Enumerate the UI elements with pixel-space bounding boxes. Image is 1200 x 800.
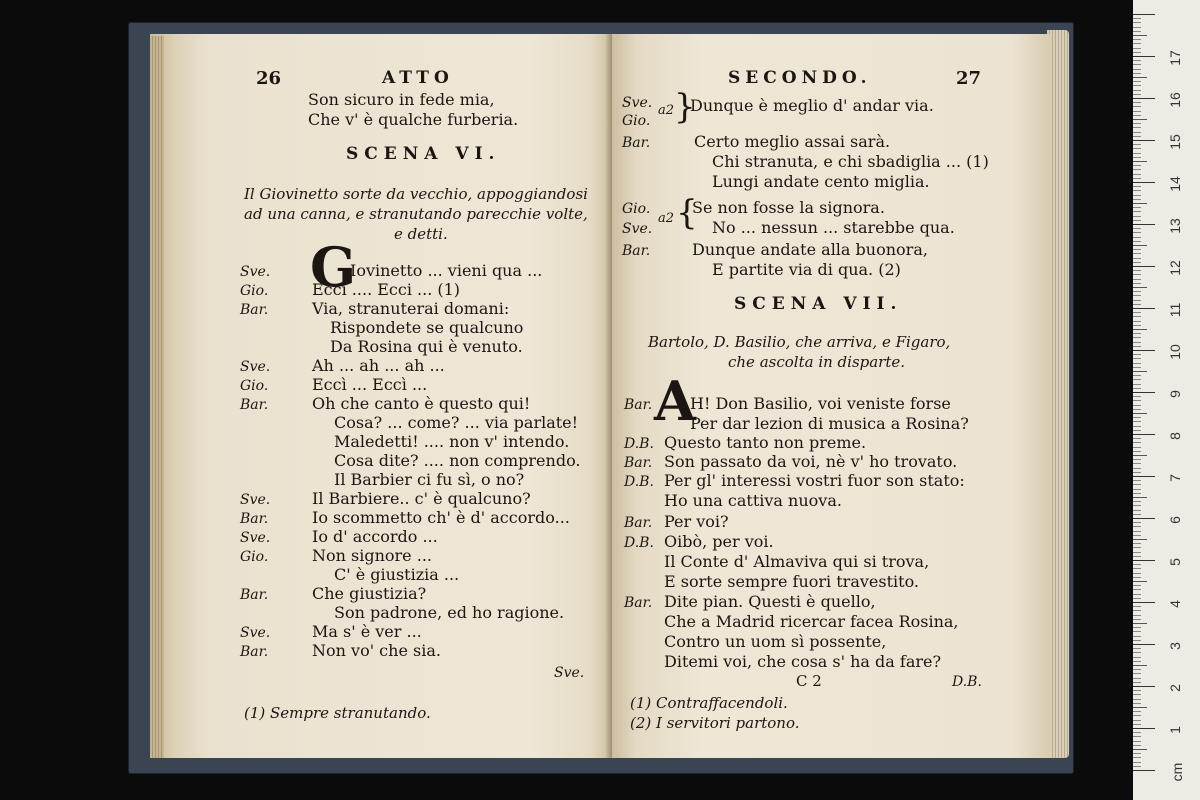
ruler-tick (1133, 535, 1141, 536)
verse-line: Son sicuro in fede mia, (308, 90, 495, 109)
ruler-tick (1133, 736, 1141, 737)
dialogue-line: Non signore ... (312, 546, 432, 565)
ruler-number: 12 (1167, 260, 1183, 276)
dialogue-line: Son passato da voi, nè v' ho trovato. (664, 452, 958, 471)
ruler-tick (1133, 703, 1141, 704)
ruler-tick (1133, 14, 1155, 15)
ruler-tick (1133, 741, 1141, 742)
ruler-number: 2 (1167, 684, 1183, 692)
ruler-tick (1133, 329, 1147, 330)
ruler-tick (1133, 631, 1141, 632)
ruler-tick (1133, 459, 1141, 460)
ruler-tick (1133, 295, 1141, 296)
speaker-label: Gio. (240, 283, 269, 299)
ruler-tick (1133, 287, 1147, 288)
ruler-tick (1133, 237, 1141, 238)
ruler-tick (1133, 69, 1141, 70)
ruler-tick (1133, 669, 1141, 670)
ruler-tick (1133, 337, 1141, 338)
speaker-label: Sve. (240, 625, 271, 641)
ruler-tick (1133, 463, 1141, 464)
ruler-tick (1133, 556, 1141, 557)
dialogue-line: Non vo' che sia. (312, 641, 441, 660)
ruler-tick (1133, 165, 1141, 166)
ruler-tick (1133, 354, 1141, 355)
speaker-label: Bar. (240, 302, 269, 318)
ruler-tick (1133, 573, 1141, 574)
dialogue-line: E partite via di qua. (2) (712, 260, 901, 279)
ruler-tick (1133, 610, 1141, 611)
ruler-tick (1133, 720, 1141, 721)
footnote-right: (1) Contraffacendoli. (630, 694, 788, 712)
ruler-tick (1133, 547, 1141, 548)
ruler-number: 17 (1167, 50, 1183, 66)
ruler-tick (1133, 757, 1141, 758)
ruler-tick (1133, 715, 1141, 716)
ruler-tick (1133, 636, 1141, 637)
ruler-tick (1133, 253, 1141, 254)
ruler-tick (1133, 220, 1141, 221)
ruler-tick (1133, 157, 1141, 158)
stage-direction-line: Il Giovinetto sorte da vecchio, appoggiandosi (244, 185, 588, 203)
ruler-tick (1133, 211, 1141, 212)
ruler-tick (1133, 31, 1141, 32)
ruler-tick (1133, 127, 1141, 128)
ruler-tick (1133, 699, 1141, 700)
dialogue-line: Lungi andate cento miglia. (712, 172, 930, 191)
speaker-label: Gio. (240, 549, 269, 565)
scene-title-vii: SCENA VII. (734, 294, 903, 314)
drop-cap: A (654, 369, 696, 433)
ruler-tick (1133, 644, 1155, 645)
left-page-edges (150, 36, 164, 758)
ruler-tick (1133, 144, 1141, 145)
ruler-tick (1133, 283, 1141, 284)
ruler-tick (1133, 732, 1141, 733)
ruler-tick (1133, 623, 1147, 624)
ruler-tick (1133, 581, 1147, 582)
ruler-tick (1133, 673, 1141, 674)
ruler-tick (1133, 81, 1141, 82)
ruler-tick (1133, 363, 1141, 364)
speaker-label: Gio. (240, 378, 269, 394)
dialogue-line: Che a Madrid ricercar facea Rosina, (664, 612, 959, 631)
ruler-tick (1133, 522, 1141, 523)
speaker-label: D.B. (624, 535, 654, 551)
ruler-tick (1133, 539, 1147, 540)
verse-line: Che v' è qualche furberia. (308, 110, 519, 129)
a2-marker: a2 (658, 103, 675, 118)
dialogue-line: E sorte sempre fuori travestito. (664, 572, 919, 591)
dialogue-line: Iovinetto ... vieni qua ... (350, 261, 543, 280)
ruler-tick (1133, 39, 1141, 40)
ruler-tick (1133, 186, 1141, 187)
ruler-tick (1133, 18, 1141, 19)
ruler-tick (1133, 207, 1141, 208)
speaker-label: Bar. (240, 644, 269, 660)
ruler-tick (1133, 228, 1141, 229)
ruler-tick (1133, 417, 1141, 418)
ruler-tick (1133, 384, 1141, 385)
ruler-tick (1133, 598, 1141, 599)
ruler-tick (1133, 409, 1141, 410)
ruler-tick (1133, 22, 1141, 23)
ruler-tick (1133, 442, 1141, 443)
dialogue-line: Son padrone, ed ho ragione. (334, 603, 565, 622)
dialogue-line: Cosa? ... come? ... via parlate! (334, 413, 579, 432)
dialogue-line: Via, stranuterai domani: (312, 299, 510, 318)
stage-direction-line: che ascolta in disparte. (728, 353, 906, 371)
speaker-label: Bar. (624, 595, 653, 611)
dialogue-line: Contro un uom sì possente, (664, 632, 887, 651)
dialogue-line: Cosa dite? .... non comprendo. (334, 451, 581, 470)
ruler-tick (1133, 195, 1141, 196)
ruler-tick (1133, 589, 1141, 590)
ruler-tick (1133, 627, 1141, 628)
ruler-tick (1133, 77, 1147, 78)
dialogue-line: Eccì ... Eccì ... (312, 375, 428, 394)
dialogue-line: Per dar lezion di musica a Rosina? (690, 414, 969, 433)
speaker-label: Sve. (240, 530, 271, 546)
speaker-label: Bar. (240, 587, 269, 603)
ruler-tick (1133, 262, 1141, 263)
ruler-tick (1133, 568, 1141, 569)
ruler-tick (1133, 594, 1141, 595)
ruler-tick (1133, 321, 1141, 322)
dialogue-line: C' è giustizia ... (334, 565, 460, 584)
speaker-label: D.B. (624, 474, 654, 490)
speaker-label: Gio. (622, 113, 651, 129)
speaker-label: Bar. (624, 455, 653, 471)
dialogue-line: Il Barbiere.. c' è qualcuno? (312, 489, 531, 508)
ruler-tick (1133, 375, 1141, 376)
ruler-tick (1133, 379, 1141, 380)
ruler-tick (1133, 388, 1141, 389)
ruler-tick (1133, 615, 1141, 616)
ruler-tick (1133, 711, 1141, 712)
dialogue-line: Questo tanto non preme. (664, 433, 867, 452)
ruler-tick (1133, 56, 1155, 57)
brace-icon: } (674, 87, 696, 127)
ruler-number: 3 (1167, 642, 1183, 650)
speaker-label: Bar. (240, 511, 269, 527)
ruler-tick (1133, 451, 1141, 452)
ruler-tick (1133, 560, 1155, 561)
ruler-tick (1133, 690, 1141, 691)
ruler-tick (1133, 174, 1141, 175)
dialogue-line: Se non fosse la signora. (692, 198, 885, 217)
ruler-tick (1133, 766, 1141, 767)
ruler-tick (1133, 161, 1147, 162)
ruler-tick (1133, 106, 1141, 107)
ruler-tick (1133, 657, 1141, 658)
ruler-tick (1133, 686, 1155, 687)
ruler-tick (1133, 518, 1155, 519)
ruler-tick (1133, 484, 1141, 485)
ruler-tick (1133, 102, 1141, 103)
dialogue-line: Da Rosina qui è venuto. (330, 337, 523, 356)
ruler-tick (1133, 48, 1141, 49)
a2-marker: a2 (658, 211, 675, 226)
ruler-number: 16 (1167, 92, 1183, 108)
ruler-tick (1133, 274, 1141, 275)
dialogue-line: Il Conte d' Almaviva qui si trova, (664, 552, 930, 571)
ruler-tick (1133, 728, 1155, 729)
dialogue-line: Ecci .... Ecci ... (1) (312, 280, 461, 299)
ruler-tick (1133, 652, 1141, 653)
ruler-tick (1133, 694, 1141, 695)
ruler-tick (1133, 753, 1141, 754)
ruler-number: 4 (1167, 600, 1183, 608)
ruler-number: 10 (1167, 344, 1183, 360)
ruler-tick (1133, 182, 1155, 183)
ruler-tick (1133, 73, 1141, 74)
dialogue-line: H! Don Basilio, voi veniste forse (690, 394, 951, 413)
dialogue-line: Maledetti! .... non v' intendo. (334, 432, 570, 451)
dialogue-line: Il Barbier ci fu sì, o no? (334, 470, 525, 489)
ruler-number: 13 (1167, 218, 1183, 234)
ruler-tick (1133, 585, 1141, 586)
ruler-tick (1133, 232, 1141, 233)
ruler-tick (1133, 178, 1141, 179)
ruler-tick (1133, 270, 1141, 271)
running-head-right: SECONDO. (728, 68, 872, 88)
ruler-tick (1133, 312, 1141, 313)
ruler-tick (1133, 325, 1141, 326)
ruler-tick (1133, 648, 1141, 649)
dialogue-line: Dunque andate alla buonora, (692, 240, 928, 259)
ruler-tick (1133, 266, 1155, 267)
ruler-tick (1133, 468, 1141, 469)
ruler-tick (1133, 119, 1147, 120)
ruler-tick (1133, 400, 1141, 401)
ruler-tick (1133, 665, 1147, 666)
dialogue-line: Ditemi voi, che cosa s' ha da fare? (664, 652, 942, 671)
catchword-right: D.B. (952, 674, 982, 690)
ruler-tick (1133, 64, 1141, 65)
ruler-tick (1133, 43, 1141, 44)
ruler-tick (1133, 350, 1155, 351)
ruler-tick (1133, 153, 1141, 154)
dialogue-line: Ho una cattiva nuova. (664, 491, 842, 510)
ruler-tick (1133, 216, 1141, 217)
dialogue-line: Ma s' è ver ... (312, 622, 422, 641)
ruler-tick (1133, 140, 1155, 141)
drop-cap: G (310, 235, 357, 299)
ruler-tick (1133, 447, 1141, 448)
ruler-tick (1133, 405, 1141, 406)
ruler-tick (1133, 241, 1141, 242)
dialogue-line: Ah ... ah ... ah ... (312, 356, 445, 375)
ruler-tick (1133, 745, 1141, 746)
ruler-tick (1133, 190, 1141, 191)
ruler-tick (1133, 245, 1147, 246)
ruler-tick (1133, 98, 1155, 99)
ruler-tick (1133, 342, 1141, 343)
ruler-tick (1133, 111, 1141, 112)
ruler-number: 11 (1167, 302, 1183, 318)
speaker-label: Bar. (622, 243, 651, 259)
ruler-tick (1133, 602, 1155, 603)
ruler-tick (1133, 300, 1141, 301)
ruler-tick (1133, 476, 1155, 477)
left-page (150, 34, 612, 758)
ruler-number: 6 (1167, 516, 1183, 524)
speaker-label: Sve. (240, 264, 271, 280)
ruler-tick (1133, 199, 1141, 200)
ruler-tick (1133, 115, 1141, 116)
dialogue-line: Io d' accordo ... (312, 527, 438, 546)
ruler-unit-label: cm (1169, 762, 1185, 782)
ruler-tick (1133, 678, 1141, 679)
ruler-tick (1133, 489, 1141, 490)
ruler-tick (1133, 640, 1141, 641)
speaker-label: Sve. (240, 492, 271, 508)
ruler-tick (1133, 762, 1141, 763)
ruler-tick (1133, 749, 1147, 750)
ruler-tick (1133, 493, 1141, 494)
ruler-tick (1133, 85, 1141, 86)
ruler-tick (1133, 371, 1147, 372)
ruler-tick (1133, 132, 1141, 133)
stage-direction-line: Bartolo, D. Basilio, che arriva, e Figaro, (648, 333, 951, 351)
speaker-label: Sve. (622, 95, 653, 111)
dialogue-line: Dite pian. Questi è quello, (664, 592, 876, 611)
ruler-tick (1133, 224, 1155, 225)
ruler-tick (1133, 308, 1155, 309)
ruler-tick (1133, 501, 1141, 502)
ruler-tick (1133, 52, 1141, 53)
dialogue-line: Rispondete se qualcuno (330, 318, 524, 337)
speaker-label: D.B. (624, 436, 654, 452)
ruler-tick (1133, 35, 1147, 36)
speaker-label: Bar. (622, 135, 651, 151)
ruler-tick (1133, 358, 1141, 359)
ruler-tick (1133, 472, 1141, 473)
ruler-tick (1133, 258, 1141, 259)
ruler-tick (1133, 333, 1141, 334)
ruler-tick (1133, 249, 1141, 250)
speaker-label: Bar. (624, 515, 653, 531)
ruler-tick (1133, 434, 1155, 435)
book-page-edges (1047, 30, 1069, 758)
ruler-tick (1133, 123, 1141, 124)
ruler-tick (1133, 90, 1141, 91)
ruler-tick (1133, 396, 1141, 397)
running-head-left: ATTO (382, 68, 454, 88)
page-number-left: 26 (256, 68, 282, 89)
dialogue-line: Chi stranuta, e chi sbadiglia ... (1) (712, 152, 989, 171)
ruler-tick (1133, 203, 1147, 204)
ruler-tick (1133, 346, 1141, 347)
dialogue-line: No ... nessun ... starebbe qua. (712, 218, 955, 237)
ruler-tick (1133, 455, 1147, 456)
catchword-left: Sve. (554, 665, 585, 681)
ruler-tick (1133, 430, 1141, 431)
right-page (612, 34, 1050, 758)
ruler-tick (1133, 682, 1141, 683)
speaker-label: Sve. (622, 221, 653, 237)
ruler-tick (1133, 426, 1141, 427)
ruler-tick (1133, 304, 1141, 305)
page-number-right: 27 (956, 68, 982, 89)
ruler-tick (1133, 510, 1141, 511)
dialogue-line: Che giustizia? (312, 584, 427, 603)
dialogue-line: Per voi? (664, 512, 729, 531)
ruler-tick (1133, 438, 1141, 439)
stage-direction-line: e detti. (394, 225, 448, 243)
ruler-tick (1133, 552, 1141, 553)
footnote-right: (2) I servitori partono. (630, 714, 800, 732)
ruler-tick (1133, 770, 1155, 771)
ruler-number: 5 (1167, 558, 1183, 566)
ruler-tick (1133, 392, 1155, 393)
stage-direction-line: ad una canna, e stranutando parecchie volte, (244, 205, 588, 223)
ruler-tick (1133, 543, 1141, 544)
ruler-number: 14 (1167, 176, 1183, 192)
brace-icon: { (676, 193, 698, 233)
ruler-tick (1133, 148, 1141, 149)
ruler-tick (1133, 291, 1141, 292)
dialogue-line: Oh che canto è questo qui! (312, 394, 531, 413)
ruler-tick (1133, 169, 1141, 170)
ruler-tick (1133, 526, 1141, 527)
ruler-tick (1133, 367, 1141, 368)
ruler-number: 9 (1167, 390, 1183, 398)
ruler-tick (1133, 60, 1141, 61)
speaker-label: Bar. (624, 397, 653, 413)
speaker-label: Bar. (240, 397, 269, 413)
ruler-number: 1 (1167, 726, 1183, 734)
ruler-tick (1133, 27, 1141, 28)
ruler-tick (1133, 531, 1141, 532)
dialogue-line: Oibò, per voi. (664, 532, 774, 551)
ruler-tick (1133, 577, 1141, 578)
dialogue-line: Dunque è meglio d' andar via. (690, 96, 934, 115)
signature-mark: C 2 (796, 672, 822, 690)
ruler-number: 8 (1167, 432, 1183, 440)
ruler-tick (1133, 413, 1147, 414)
ruler-tick (1133, 421, 1141, 422)
ruler-number: 7 (1167, 474, 1183, 482)
dialogue-line: Io scommetto ch' è d' accordo... (312, 508, 570, 527)
ruler-tick (1133, 316, 1141, 317)
ruler-tick (1133, 619, 1141, 620)
scene-title-vi: SCENA VI. (346, 144, 501, 164)
ruler-tick (1133, 606, 1141, 607)
ruler-tick (1133, 94, 1141, 95)
ruler-tick (1133, 136, 1141, 137)
ruler-tick (1133, 564, 1141, 565)
ruler-tick (1133, 497, 1147, 498)
ruler-tick (1133, 661, 1141, 662)
footnote-left: (1) Sempre stranutando. (244, 704, 431, 722)
ruler-number: 15 (1167, 134, 1183, 150)
ruler-tick (1133, 724, 1141, 725)
dialogue-line: Certo meglio assai sarà. (694, 132, 891, 151)
ruler-tick (1133, 514, 1141, 515)
ruler-tick (1133, 480, 1141, 481)
ruler-tick (1133, 505, 1141, 506)
dialogue-line: Per gl' interessi vostri fuor son stato: (664, 471, 965, 490)
ruler-tick (1133, 707, 1147, 708)
speaker-label: Sve. (240, 359, 271, 375)
measurement-ruler (1133, 0, 1200, 800)
ruler-tick (1133, 279, 1141, 280)
speaker-label: Gio. (622, 201, 651, 217)
